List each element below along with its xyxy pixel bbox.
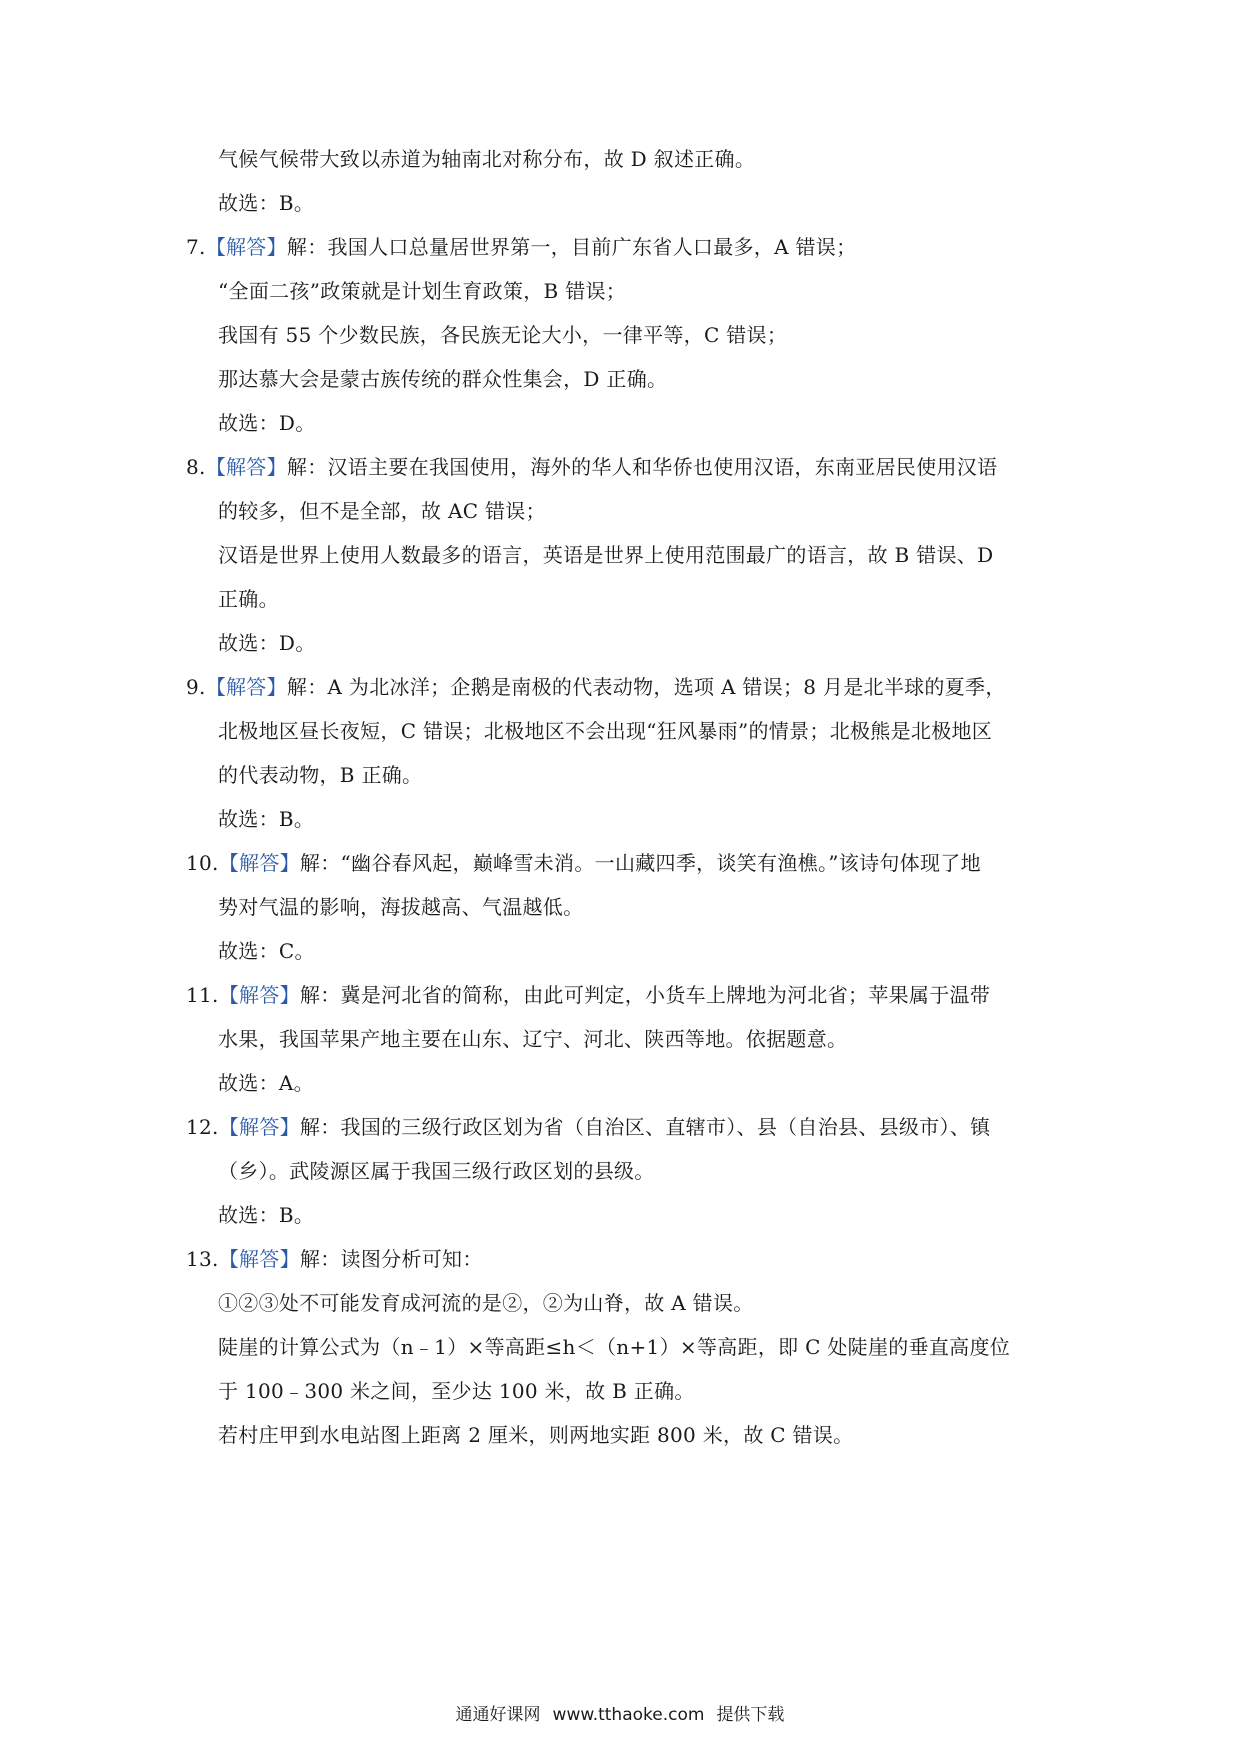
text-line: （乡）。武陵源区属于我国三级行政区划的县级。 [218,1159,655,1183]
text-line: 势对气温的影响，海拔越高、气温越低。 [218,895,584,919]
text-line: “全面二孩”政策就是计划生育政策，B 错误； [218,279,627,303]
text-line: 的代表动物，B 正确。 [218,763,423,787]
answer-choice: 故选：B。 [218,191,315,215]
text-line: ①②③处不可能发育成河流的是②，②为山脊，故 A 错误。 [218,1291,754,1315]
text-line: 气候气候带大致以赤道为轴南北对称分布，故 D 叙述正确。 [218,147,756,171]
answer-tag: 【解答】 [205,675,287,699]
text-line: 水果，我国苹果产地主要在山东、辽宁、河北、陕西等地。依据题意。 [218,1027,848,1051]
answer-tag: 【解答】 [205,455,287,479]
answer-choice: 故选：D。 [218,631,316,655]
answer-item-9: 9.【解答】解：A 为北冰洋；企鹅是南极的代表动物，选项 A 错误；8 月是北半球的夏季， [186,675,1006,699]
text-line: 那达慕大会是蒙古族传统的群众性集会，D 正确。 [218,367,668,391]
text-line: 正确。 [218,587,279,611]
text-line: 的较多，但不是全部，故 AC 错误； [218,499,546,523]
text-line: 于 100﹣300 米之间，至少达 100 米，故 B 正确。 [218,1379,695,1403]
answer-choice: 故选：C。 [218,939,315,963]
answer-item-12: 12.【解答】解：我国的三级行政区划为省（自治区、直辖市）、县（自治县、县级市）、镇 [186,1115,991,1139]
answer-tag: 【解答】 [218,983,300,1007]
answer-item-8: 8.【解答】解：汉语主要在我国使用，海外的华人和华侨也使用汉语，东南亚居民使用汉语 [186,455,998,479]
answer-item-13: 13.【解答】解：读图分析可知： [186,1247,483,1271]
footer-note: 提供下载 [716,1705,785,1725]
text-line: 若村庄甲到水电站图上距离 2 厘米，则两地实距 800 米，故 C 错误。 [218,1423,854,1447]
page-footer [0,1702,1240,1728]
text-line: 我国有 55 个少数民族，各民族无论大小，一律平等，C 错误； [218,323,788,347]
answer-item-11: 11.【解答】解：冀是河北省的简称，由此可判定，小货车上牌地为河北省；苹果属于温带 [186,983,991,1007]
answer-tag: 【解答】 [218,851,300,875]
text-line: 陡崖的计算公式为（n﹣1）×等高距≤h＜（n+1）×等高距，即 C 处陡崖的垂直高度位 [218,1335,1011,1359]
answer-choice: 故选：D。 [218,411,316,435]
answer-item-10: 10.【解答】解：“幽谷春风起，巅峰雪未消。一山藏四季，谈笑有渔樵。”该诗句体现了地 [186,851,981,875]
answer-tag: 【解答】 [205,235,287,259]
answer-tag: 【解答】 [218,1115,300,1139]
text-line: 北极地区昼长夜短，C 错误；北极地区不会出现“狂风暴雨”的情景；北极熊是北极地区 [218,719,993,743]
answer-choice: 故选：A。 [218,1071,314,1095]
text-line: 汉语是世界上使用人数最多的语言，英语是世界上使用范围最广的语言，故 B 错误、D [218,543,994,567]
answer-tag: 【解答】 [218,1247,300,1271]
answer-choice: 故选：B。 [218,807,315,831]
answer-item-7: 7.【解答】解：我国人口总量居世界第一，目前广东省人口最多，A 错误； [186,235,857,259]
footer-site-name: 通通好课网 [455,1705,541,1725]
footer-url[interactable]: www.tthaoke.com [552,1705,705,1725]
answer-choice: 故选：B。 [218,1203,315,1227]
